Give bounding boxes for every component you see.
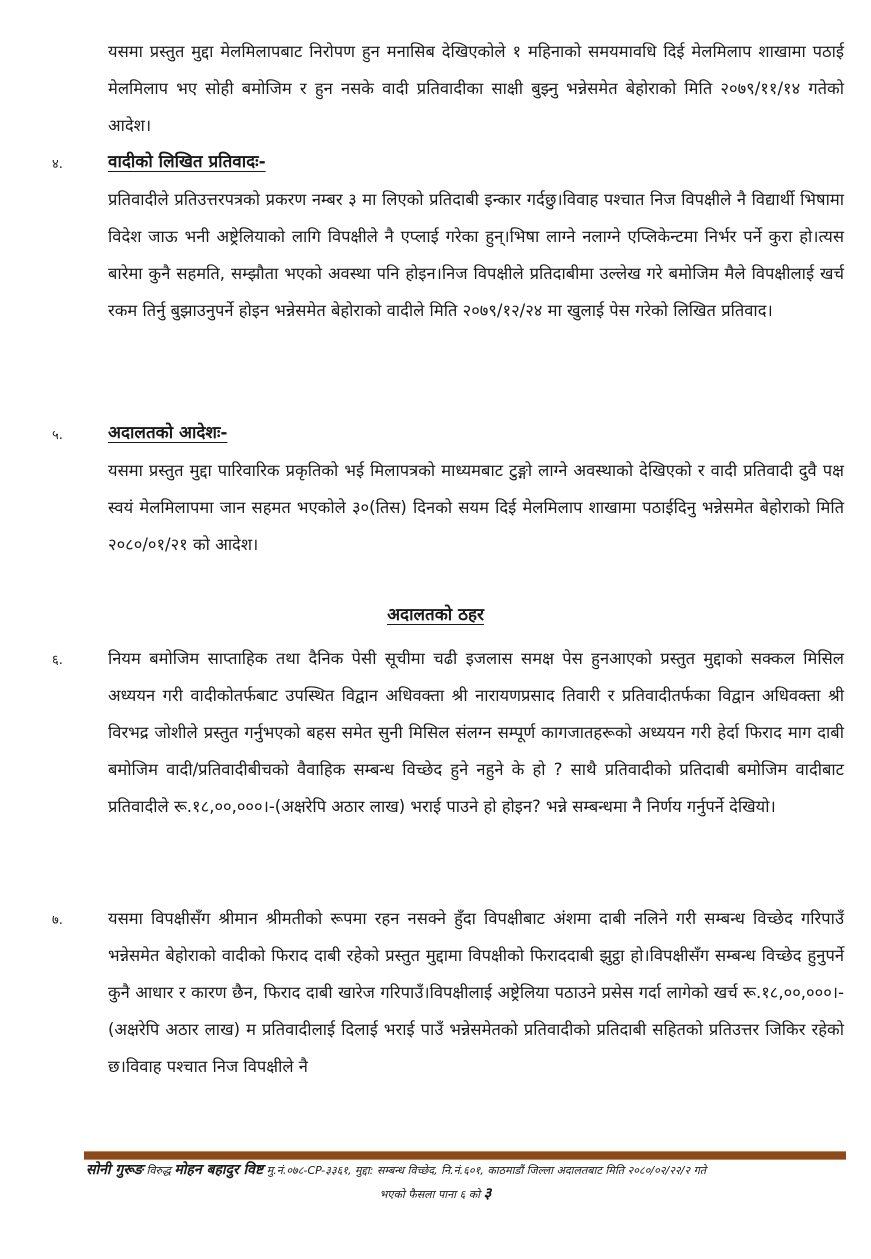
section-number-7: ७.	[52, 913, 63, 928]
section-body-4: प्रतिवादीले प्रतिउत्तरपत्रको प्रकरण नम्बर ३ मा लिएको प्रतिदाबी इन्कार गर्दछु।विवाह पश्चात निज विपक्षीले नै विद्यार्थी भिषामा विदेश जाऊ भनी अष्ट्रेलियाको लागि विपक्षीले नै एप्लाई गरेका हुन्।भिषा लाग्ने नलाग्ने एप्लिकेन्टमा निर्भर पर्ने कुरा हो।त्यस बारेमा कुनै सहमति, सम्झौता भएको अवस्था पनि होइन।निज विपक्षीले प्रतिदाबीमा उल्लेख गरे बमोजिम मैले विपक्षीलाई खर्च रकम तिर्नु बुझाउनुपर्ने होइन भन्नेसमेत बेहोराको वादीले मिति २०७९/१२/२४ मा खुलाई पेस गरेको लिखित प्रतिवाद।	[108, 190, 844, 320]
section-heading-4: वादीको लिखित प्रतिवादः-	[108, 152, 266, 172]
section-number-5: ५.	[52, 428, 63, 443]
footer-case-line	[86, 1160, 856, 1181]
section-body-7: यसमा विपक्षीसँग श्रीमान श्रीमतीको रूपमा रहन नसक्ने हुँदा विपक्षीबाट अंशमा दाबी नलिने गरी सम्बन्ध विच्छेद गरिपाउँ भन्नेसमेत बेहोराको वादीको फिराद दाबी रहेको प्रस्तुत मुद्दामा विपक्षीको फिराददाबी झुट्ठा हो।विपक्षीसँग सम्बन्ध विच्छेद हुनुपर्ने कुनै आधार र कारण छैन, फिराद दाबी खारेज गरिपाउँ।विपक्षीलाई अष्ट्रेलिया पठाउने प्रसेस गर्दा लागेको खर्च रू.१८,००,०००।-(अक्षरेपि अठार लाख) म प्रतिवादीलाई दिलाई भराई पाउँ भन्नेसमेतको प्रतिवादीको प्रतिदाबी सहितको प्रतिउत्तर जिकिर रहेको छ।विवाह पश्चात निज विपक्षीले नै	[108, 909, 844, 1076]
section-heading-5: अदालतको आदेशः-	[108, 423, 228, 443]
footer-defendant: मोहन बहादुर विष्ट	[174, 1162, 264, 1178]
section-number-6: ६.	[52, 653, 63, 668]
paragraph-3-continuation: यसमा प्रस्तुत मुद्दा मेलमिलापबाट निरोपण हुन मनासिब देखिएकोले १ महिनाको समयमावधि दिई मेलमिलाप शाखामा पठाई मेलमिलाप भए सोही बमोजिम र हुन नसके वादी प्रतिवादीका साक्षी बुझ्नु भन्नेसमेत बेहोराको मिति २०७९/११/१४ गतेको आदेश।	[108, 42, 844, 135]
footer-versus: विरुद्ध	[146, 1164, 171, 1177]
footer-plaintiff: सोनी गुरूङ	[86, 1162, 144, 1178]
section-body-5: यसमा प्रस्तुत मुद्दा पारिवारिक प्रकृतिको भई मिलापत्रको माध्यमबाट टुङ्गो लाग्ने अवस्थाको देखिएको र वादी प्रतिवादी दुवै पक्ष स्वयं मेलमिलापमा जान सहमत भएकोले ३०(तिस) दिनको सयम दिई मेलमिलाप शाखामा पठाईदिनु भन्नेसमेत बेहोराको मिति २०८०/०१/२१ को आदेश।	[108, 461, 844, 554]
section-number-4: ४.	[52, 157, 63, 172]
section-body-6: नियम बमोजिम साप्ताहिक तथा दैनिक पेसी सूचीमा चढी इजलास समक्ष पेस हुनआएको प्रस्तुत मुद्दाको सक्कल मिसिल अध्ययन गरी वादीकोतर्फबाट उपस्थित विद्वान अधिवक्ता श्री नारायणप्रसाद तिवारी र प्रतिवादीतर्फका विद्वान अधिवक्ता श्री विरभद्र जोशीले प्रस्तुत गर्नुभएको बहस समेत सुनी मिसिल संलग्न सम्पूर्ण कागजातहरूको अध्ययन गरी हेर्दा फिराद माग दाबी बमोजिम वादी/प्रतिवादीबीचको वैवाहिक सम्बन्ध विच्छेद हुने नहुने के हो ? साथै प्रतिवादीको प्रतिदाबी बमोजिम वादीबाट प्रतिवादीले रू.१८,००,०००।-(अक्षरेपि अठार लाख) भराई पाउने हो होइन? भन्ने सम्बन्धमा नै निर्णय गर्नुपर्ने देखियो।	[108, 649, 844, 816]
footer-page-line	[0, 1183, 871, 1205]
footer-rule	[84, 1151, 846, 1160]
footer-page-number: ३	[483, 1184, 492, 1202]
footer-case-info: मु.नं.०७८-CP-३३६१, मुद्दा: सम्बन्ध विच्छेद, नि.नं.६०१, काठमाडौं जिल्ला अदालतबाट मिति २०८०/०२/२२/२ गते	[266, 1164, 707, 1177]
footer-page-text: भएको फैसला पाना ६ को	[379, 1188, 481, 1201]
court-verdict-title: अदालतको ठहर	[387, 605, 484, 625]
